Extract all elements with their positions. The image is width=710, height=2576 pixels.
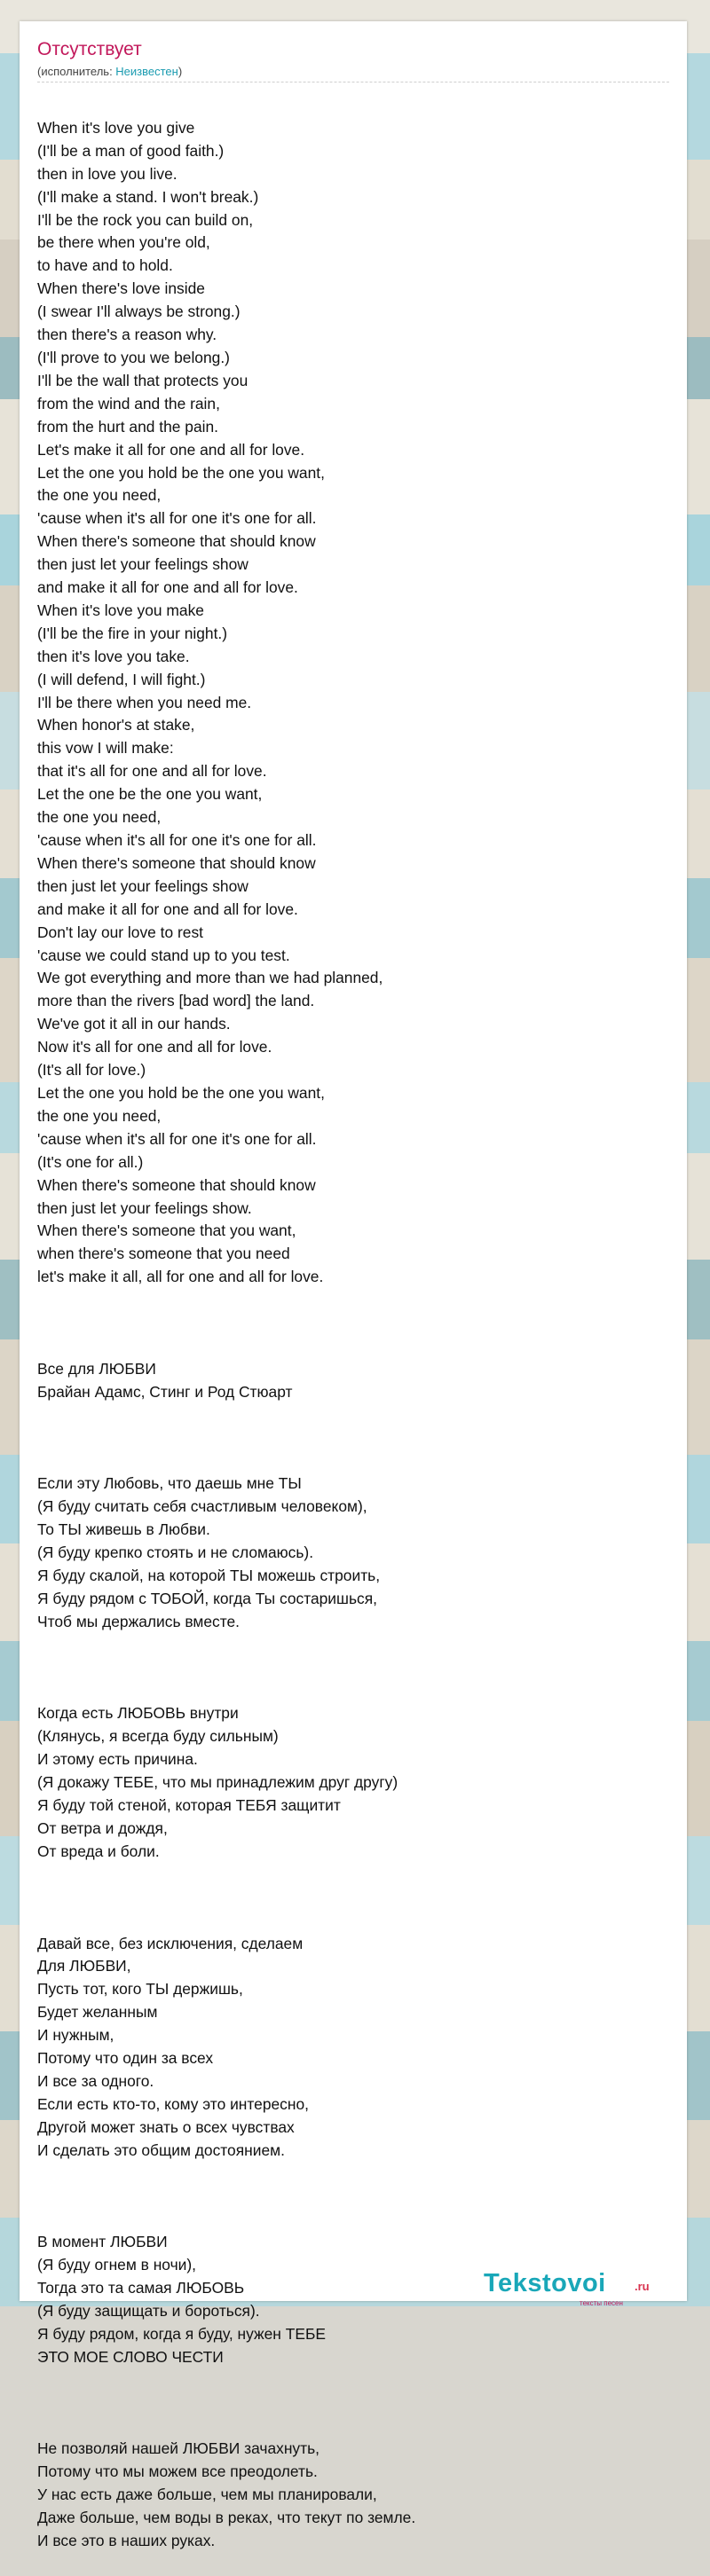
performer-link[interactable]: Неизвестен <box>115 65 178 78</box>
lyrics-english: When it's love you give (I'll be a man of good faith.) then in love you live. (I'll make a stand. I won't break.) I'll be the rock you can build on, be there when you're old, to have and to hold. When there's love inside (I swear I'll always be strong.) then there's a reason why. (I'll prove to you we belong.) I'll be the wall that protects you from the wind and the rain, from the hurt and the pain. Let's make it all for one and all for love. Let the one you hold be the one you want, the one you need, 'cause when it's all for one it's one for all. When there's someone that should know then just let your feelings show and make it all for one and all for love. When it's love you make (I'll be the fire in your night.) then it's love you take. (I will defend, I will fight.) I'll be there when you need me. When honor's at stake, this vow I will make: that it's all for one and all for love. Let the one be the one you want, the one you need, 'cause when it's all for one it's one for all. When there's someone that should know then just let your feelings show and make it all for one and all for love. Don't lay our love to rest 'cause we could stand up to you test. We got everything and more than we had planned, more than the rivers [bad word] the land. We've got it all in our hands. Now it's all for one and all for love. (It's all for love.) Let the one you hold be the one you want, the one you need, 'cause when it's all for one it's one for all. (It's one for all.) When there's someone that should know then just let your feelings show. When there's someone that you want, when there's someone that you need let's make it all, all for one and all for love. <box>37 118 383 1286</box>
performer-prefix: (исполнитель: <box>37 65 116 78</box>
lyrics-russian-verse-2: Когда есть ЛЮБОВЬ внутри (Клянусь, я всегда буду сильным) И этому есть причина. (Я докажу ТЕБЕ, что мы принадлежим друг другу) Я буду той стеной, которая ТЕБЯ защитит От ветра и дождя, От вреда и боли. <box>37 1704 398 1860</box>
lyrics-russian-verse-1: Если эту Любовь, что даешь мне ТЫ (Я буду считать себя счастливым человеком), То ТЫ живешь в Любви. (Я буду крепко стоять и не сломаюсь). Я буду скалой, на которой ТЫ можешь строить, Я буду рядом с ТОБОЙ, когда Ты состаришься, Чтоб мы держались вместе. <box>37 1474 381 1630</box>
lyrics-spacer <box>37 2392 676 2415</box>
lyrics-russian-verse-5: Не позволяй нашей ЛЮБВИ зачахнуть, Потому что мы можем все преодолеть. У нас есть даже больше, чем мы планировали, Даже больше, чем воды в реках, что текут по земле. И все это в наших руках. <box>37 2439 416 2550</box>
logo-name: Tekstovoi <box>484 2269 606 2297</box>
lyrics-text <box>37 94 676 2576</box>
lyrics-spacer <box>37 1427 676 1450</box>
performer-suffix: ) <box>178 65 183 78</box>
logo-tagline: тексты песен <box>580 2299 623 2307</box>
site-logo[interactable] <box>484 2269 670 2305</box>
lyrics-spacer <box>37 1887 676 1910</box>
lyrics-russian-title: Все для ЛЮБВИ Брайан Адамс, Стинг и Род Стюарт <box>37 1359 293 1401</box>
song-title: Отсутствует <box>37 39 142 59</box>
performer-line <box>37 65 182 78</box>
lyrics-spacer <box>37 1312 676 1335</box>
lyrics-spacer <box>37 1657 676 1680</box>
lyrics-russian-verse-4: В момент ЛЮБВИ (Я буду огнем в ночи), Тогда это та самая ЛЮБОВЬ (Я буду защищать и бороться). Я буду рядом, когда я буду, нужен ТЕБЕ ЭТО МОЕ СЛОВО ЧЕСТИ <box>37 2233 326 2366</box>
logo-tld: .ru <box>635 2280 650 2293</box>
lyrics-spacer <box>37 2185 676 2208</box>
lyrics-russian-verse-3: Давай все, без исключения, сделаем Для ЛЮБВИ, Пусть тот, кого ТЫ держишь, Будет желанным И нужным, Потому что один за всех И все за одного. Если есть кто-то, кому это интересно, Другой может знать о всех чувствах И сделать это общим достоянием. <box>37 1934 309 2159</box>
